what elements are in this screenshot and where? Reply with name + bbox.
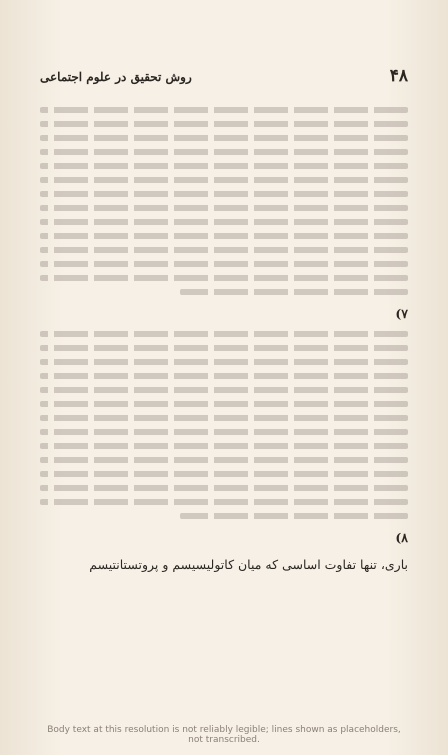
- unread-line: [40, 219, 408, 225]
- final-line: بارى، تنها تفاوت اساسى كه ميان كاتوليسيسم و پروتستانتيسم: [89, 557, 408, 572]
- unread-line: [40, 275, 408, 281]
- unread-line: [40, 247, 408, 253]
- unread-line: [40, 401, 408, 407]
- unread-line: [180, 513, 408, 519]
- unread-line: [40, 135, 408, 141]
- page-number: ۴۸: [389, 66, 408, 86]
- paragraph-8: [40, 527, 408, 575]
- paragraph-number: ۸): [395, 530, 408, 545]
- unread-line: [40, 177, 408, 183]
- unread-line: [40, 443, 408, 449]
- unread-line: [40, 415, 408, 421]
- unread-line: [40, 471, 408, 477]
- unread-line: [40, 485, 408, 491]
- running-header: [40, 66, 408, 86]
- unread-line: [40, 121, 408, 127]
- unread-line: [40, 457, 408, 463]
- unread-line: [40, 205, 408, 211]
- unread-line: [40, 163, 408, 169]
- unread-line: [40, 149, 408, 155]
- unread-line: [40, 331, 408, 337]
- paragraph-opening: [40, 107, 408, 295]
- unread-line: [40, 107, 408, 113]
- unread-line: [40, 387, 408, 393]
- paragraph-number: ۷): [395, 306, 408, 321]
- paragraph-7: [40, 303, 408, 519]
- unread-line: [40, 499, 408, 505]
- unread-line: [40, 261, 408, 267]
- running-title: روش تحقیق در علوم اجتماعی: [40, 70, 192, 84]
- unread-line: [40, 233, 408, 239]
- body-text: [40, 100, 408, 581]
- unread-line: [40, 373, 408, 379]
- unread-line: [40, 345, 408, 351]
- unread-line: [180, 289, 408, 295]
- unread-line: [40, 359, 408, 365]
- unread-line: [40, 191, 408, 197]
- transcription-note: Body text at this resolution is not reliably legible; lines shown as placeholders, not transcribed.: [47, 725, 401, 745]
- unread-line: [40, 429, 408, 435]
